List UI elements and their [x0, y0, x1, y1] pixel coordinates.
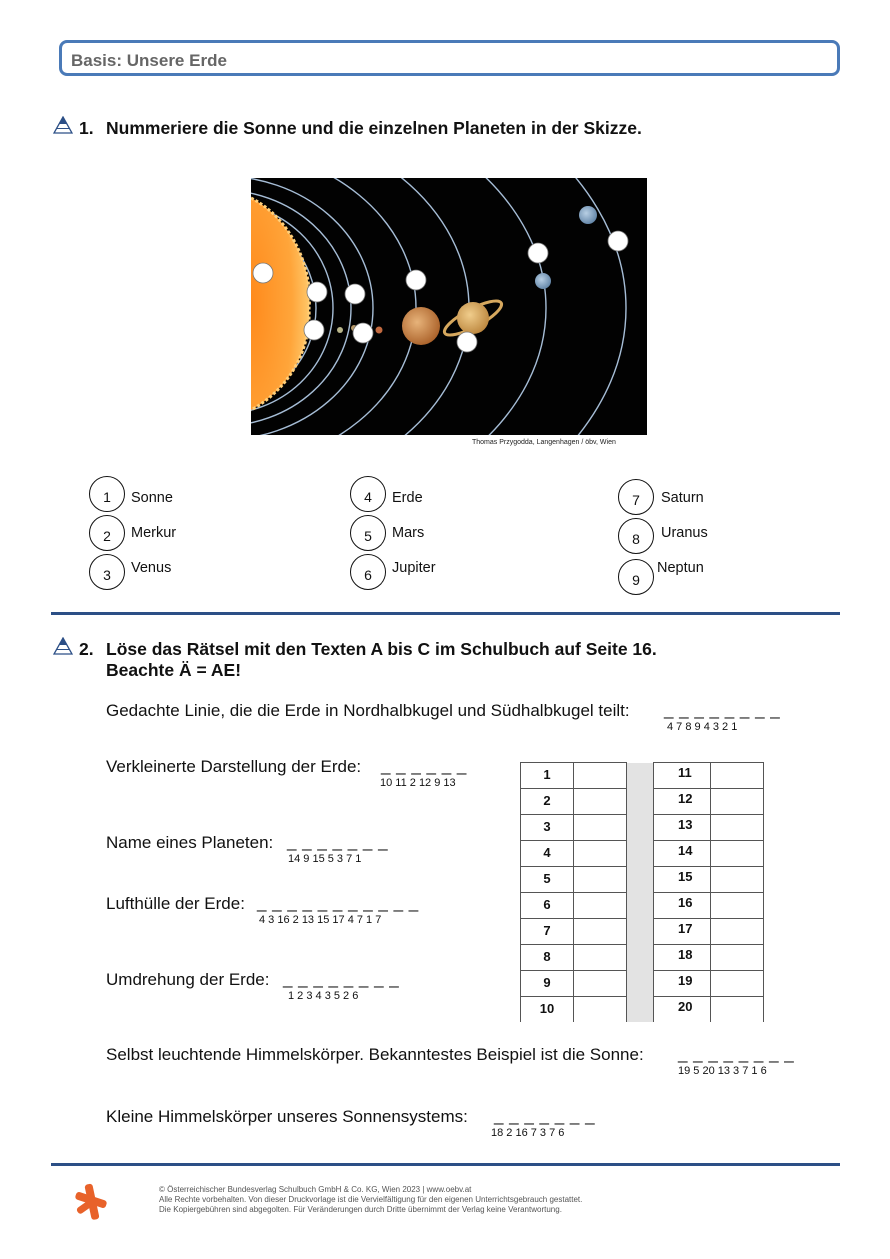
grid-number: 15	[654, 867, 711, 893]
grid-spacer	[627, 789, 654, 815]
letter-numbers: 4 3 16 2 13 15 17 4 7 1 7	[259, 914, 382, 926]
legend-label: Erde	[392, 490, 423, 506]
grid-row	[521, 997, 764, 1023]
letter-numbers: 1 2 3 4 3 5 2 6	[288, 990, 359, 1002]
image-credit: Thomas Przygodda, Langenhagen / öbv, Wien	[472, 439, 616, 446]
riddle-question: Lufthülle der Erde:	[106, 894, 245, 913]
solution-grid	[520, 762, 764, 1022]
level-pyramid-icon	[53, 116, 73, 134]
grid-letter-cell[interactable]	[574, 919, 627, 945]
grid-letter-cell[interactable]	[574, 997, 627, 1023]
legend-number-circle: 8	[618, 518, 654, 554]
answer-blanks[interactable]: _ _ _ _ _ _ _	[494, 1106, 596, 1125]
grid-letter-cell[interactable]	[711, 841, 764, 867]
grid-letter-cell[interactable]	[711, 945, 764, 971]
grid-row	[521, 893, 764, 919]
grid-number: 10	[521, 997, 574, 1023]
grid-row	[521, 945, 764, 971]
legend-number-circle: 6	[350, 554, 386, 590]
grid-letter-cell[interactable]	[711, 893, 764, 919]
answer-blanks[interactable]: _ _ _ _ _ _ _ _ _ _ _	[257, 893, 419, 912]
grid-letter-cell[interactable]	[711, 789, 764, 815]
page-header-box	[59, 40, 840, 76]
grid-letter-cell[interactable]	[574, 789, 627, 815]
grid-spacer	[627, 971, 654, 997]
grid-number: 9	[521, 971, 574, 997]
grid-number: 19	[654, 971, 711, 997]
grid-spacer	[627, 841, 654, 867]
grid-row	[521, 919, 764, 945]
letter-numbers: 19 5 20 13 3 7 1 6	[678, 1065, 767, 1077]
section-divider	[51, 612, 840, 615]
grid-letter-cell[interactable]	[711, 867, 764, 893]
legend-number-circle: 5	[350, 515, 386, 551]
legend-label: Saturn	[661, 490, 704, 506]
grid-spacer	[627, 919, 654, 945]
legend-label: Venus	[131, 560, 172, 576]
level-pyramid-icon	[53, 637, 73, 655]
grid-spacer	[627, 945, 654, 971]
grid-letter-cell[interactable]	[574, 763, 627, 789]
grid-spacer	[627, 815, 654, 841]
answer-circle	[304, 320, 324, 340]
grid-letter-cell[interactable]	[711, 815, 764, 841]
legend-number-circle: 4	[350, 476, 386, 512]
grid-number: 13	[654, 815, 711, 841]
grid-number: 7	[521, 919, 574, 945]
answer-blanks[interactable]: _ _ _ _ _ _ _ _	[678, 1044, 795, 1063]
solar-system-image	[251, 178, 647, 435]
grid-letter-cell[interactable]	[574, 867, 627, 893]
grid-row	[521, 763, 764, 789]
letter-numbers: 18 2 16 7 3 7 6	[491, 1127, 565, 1139]
grid-number: 14	[654, 841, 711, 867]
grid-number: 8	[521, 945, 574, 971]
grid-number: 16	[654, 893, 711, 919]
answer-blanks[interactable]: _ _ _ _ _ _	[381, 756, 467, 775]
riddle-question: Kleine Himmelskörper unseres Sonnensystems:	[106, 1107, 468, 1126]
riddle-question: Selbst leuchtende Himmelskörper. Bekanntestes Beispiel ist die Sonne:	[106, 1045, 644, 1064]
task-2-note: Beachte Ä = AE!	[106, 660, 242, 680]
answer-blanks[interactable]: _ _ _ _ _ _ _	[287, 832, 389, 851]
answer-circle	[457, 332, 477, 352]
letter-numbers: 10 11 2 12 9 13	[380, 777, 456, 789]
grid-row	[521, 815, 764, 841]
grid-letter-cell[interactable]	[711, 997, 764, 1023]
task-2-number: 2.	[79, 639, 94, 659]
answer-circle	[406, 270, 426, 290]
answer-circle	[353, 323, 373, 343]
grid-row	[521, 841, 764, 867]
answer-circle	[608, 231, 628, 251]
grid-letter-cell[interactable]	[574, 971, 627, 997]
grid-letter-cell[interactable]	[574, 815, 627, 841]
page-title: Basis: Unsere Erde	[71, 51, 227, 70]
answer-blanks[interactable]: _ _ _ _ _ _ _ _	[283, 969, 400, 988]
grid-number: 4	[521, 841, 574, 867]
footer-copyright	[159, 1185, 582, 1215]
answer-circle	[528, 243, 548, 263]
legend-number-circle: 1	[89, 476, 125, 512]
grid-number: 18	[654, 945, 711, 971]
grid-row	[521, 867, 764, 893]
legend-number-circle: 7	[618, 479, 654, 515]
riddle-question: Umdrehung der Erde:	[106, 970, 270, 989]
grid-spacer	[627, 867, 654, 893]
legend-label: Uranus	[661, 525, 708, 541]
grid-letter-cell[interactable]	[711, 919, 764, 945]
legend-label: Jupiter	[392, 560, 436, 576]
grid-letter-cell[interactable]	[711, 971, 764, 997]
footer-line: © Österreichischer Bundesverlag Schulbuch GmbH & Co. KG, Wien 2023 | www.oebv.at	[159, 1185, 472, 1194]
grid-number: 1	[521, 763, 574, 789]
grid-number: 2	[521, 789, 574, 815]
publisher-logo-icon	[72, 1182, 110, 1222]
grid-number: 11	[654, 763, 711, 789]
riddle-question: Name eines Planeten:	[106, 833, 274, 852]
grid-number: 20	[654, 997, 711, 1023]
grid-spacer	[627, 763, 654, 789]
grid-number: 12	[654, 789, 711, 815]
task-1-number: 1.	[79, 118, 94, 138]
letter-numbers: 14 9 15 5 3 7 1	[288, 853, 362, 865]
legend-label: Sonne	[131, 490, 173, 506]
riddle-question: Gedachte Linie, die die Erde in Nordhalbkugel und Südhalbkugel teilt:	[106, 701, 630, 720]
grid-letter-cell[interactable]	[574, 893, 627, 919]
footer-line: Die Kopiergebühren sind abgegolten. Für Veränderungen durch Dritte übernimmt der Verlag keine Verantwortung.	[159, 1205, 562, 1214]
task-1-instruction: Nummeriere die Sonne und die einzelnen Planeten in der Skizze.	[106, 118, 642, 138]
answer-circle	[253, 263, 273, 283]
grid-number: 5	[521, 867, 574, 893]
grid-spacer	[627, 997, 654, 1023]
grid-letter-cell[interactable]	[574, 841, 627, 867]
footer-divider	[51, 1163, 840, 1166]
grid-letter-cell[interactable]	[574, 945, 627, 971]
footer-line: Alle Rechte vorbehalten. Von dieser Druckvorlage ist die Vervielfältigung für den eigenen Unterrichtsgebrauch gestattet.	[159, 1195, 583, 1204]
legend-number-circle: 9	[618, 559, 654, 595]
grid-row	[521, 789, 764, 815]
legend-number-circle: 3	[89, 554, 125, 590]
solar-system-drawing	[251, 178, 647, 435]
grid-number: 6	[521, 893, 574, 919]
answer-blanks[interactable]: _ _ _ _ _ _ _ _	[664, 700, 781, 719]
legend-label: Merkur	[131, 525, 177, 541]
task-2-instruction: Löse das Rätsel mit den Texten A bis C im Schulbuch auf Seite 16.	[106, 639, 657, 659]
grid-number: 3	[521, 815, 574, 841]
grid-number: 17	[654, 919, 711, 945]
legend-label: Mars	[392, 525, 425, 541]
legend-number-circle: 2	[89, 515, 125, 551]
letter-numbers: 4 7 8 9 4 3 2 1	[667, 721, 738, 733]
answer-circle	[307, 282, 327, 302]
grid-letter-cell[interactable]	[711, 763, 764, 789]
legend-label: Neptun	[657, 560, 704, 576]
grid-spacer	[627, 893, 654, 919]
grid-row	[521, 971, 764, 997]
answer-circle	[345, 284, 365, 304]
riddle-question: Verkleinerte Darstellung der Erde:	[106, 757, 362, 776]
